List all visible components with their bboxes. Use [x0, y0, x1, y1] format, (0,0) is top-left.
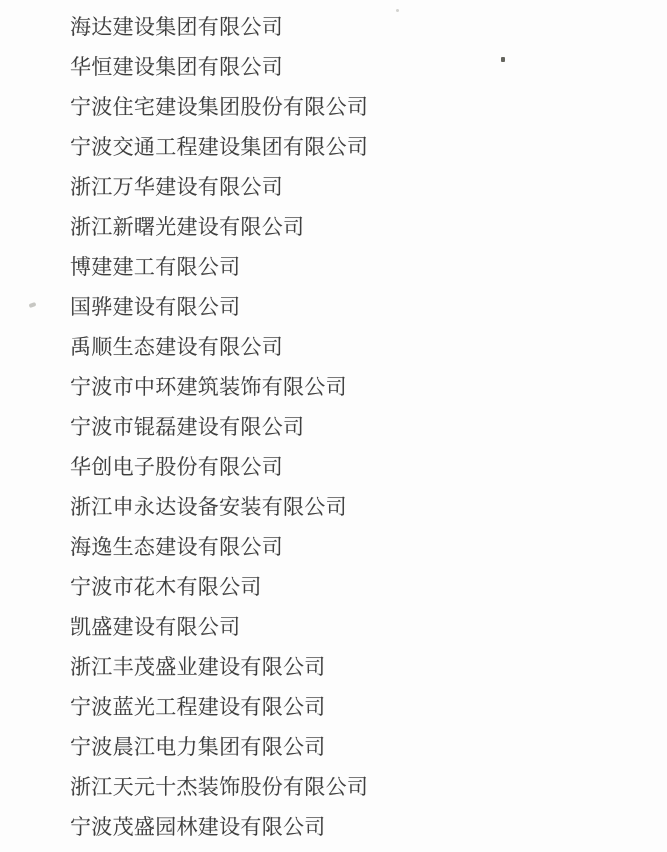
company-name-line: 宁波交通工程建设集团有限公司 [70, 135, 369, 159]
scan-speck-icon [29, 302, 37, 308]
company-name-line: 宁波茂盛园林建设有限公司 [70, 815, 326, 839]
company-name-line: 宁波市锟磊建设有限公司 [70, 415, 305, 439]
company-name-line: 凯盛建设有限公司 [70, 615, 241, 639]
company-name-line: 浙江万华建设有限公司 [70, 175, 283, 199]
company-name-line: 宁波市花木有限公司 [70, 575, 262, 599]
company-name-line: 宁波住宅建设集团股份有限公司 [70, 95, 369, 119]
company-name-line: 海达建设集团有限公司 [70, 15, 283, 39]
company-name-line: 华创电子股份有限公司 [70, 455, 283, 479]
company-name-line: 浙江丰茂盛业建设有限公司 [70, 655, 326, 679]
company-name-line: 浙江新曙光建设有限公司 [70, 215, 305, 239]
company-name-line: 禹顺生态建设有限公司 [70, 335, 283, 359]
company-name-line: 国骅建设有限公司 [70, 295, 241, 319]
company-name-line: 浙江天元十杰装饰股份有限公司 [70, 775, 369, 799]
company-name-line: 宁波蓝光工程建设有限公司 [70, 695, 326, 719]
company-name-line: 博建建工有限公司 [70, 255, 241, 279]
company-name-line: 宁波市中环建筑装饰有限公司 [70, 375, 347, 399]
company-list [70, 6, 667, 846]
company-name-line: 海逸生态建设有限公司 [70, 535, 283, 559]
company-name-line: 宁波晨江电力集团有限公司 [70, 735, 326, 759]
company-name-line: 浙江申永达设备安装有限公司 [70, 495, 347, 519]
company-name-line: 华恒建设集团有限公司 [70, 55, 283, 79]
